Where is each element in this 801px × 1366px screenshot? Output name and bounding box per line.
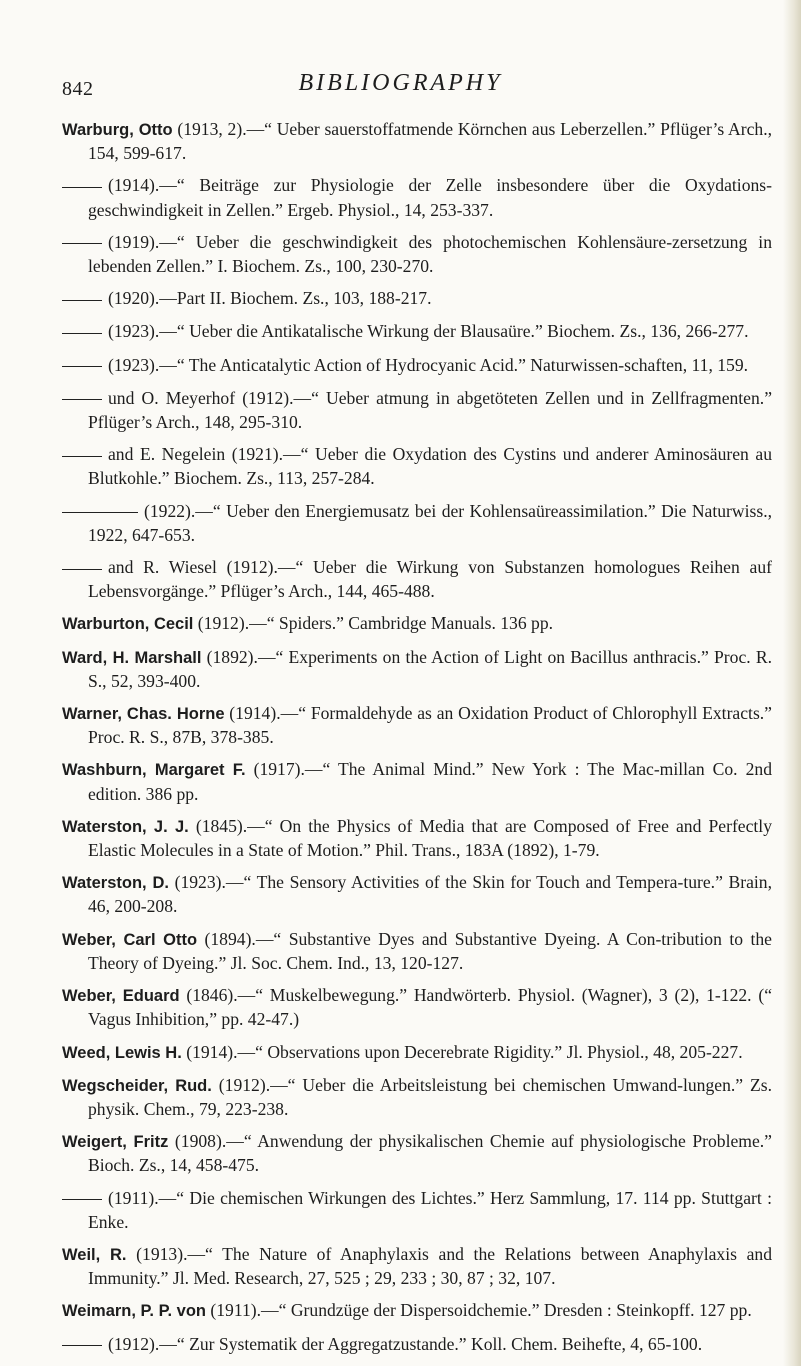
entry-text: (1845).—“ On the Physics of Media that are Composed of Free and Perfectly Elastic Molecules in a State of Motion.” Phil. Trans., 183A (1892), 1-79. xyxy=(88,815,772,861)
running-head: BIBLIOGRAPHY xyxy=(298,70,503,96)
entry-author: Warburg, Otto xyxy=(62,121,173,139)
entry-author: Weber, Carl Otto xyxy=(62,930,198,949)
bibliography-entry xyxy=(62,1130,772,1177)
entry-text: (1846).—“ Muskelbewegung.” Handwörterb. Physiol. (Wagner), 3 (2), 1-122. (“ Vagus Inhibition,” pp. 42-47.) xyxy=(88,985,772,1030)
bibliography-entry xyxy=(62,231,772,278)
entry-text: und O. Meyerhof (1912).—“ Ueber atmung in abgetöteten Zellen und in Zellfragmenten.” Pflüger’s Arch., 148, 295-310. xyxy=(88,387,772,433)
bibliography-entry xyxy=(62,387,772,434)
bibliography-entry xyxy=(62,1187,772,1234)
entry-text: (1914).—“ Observations upon Decerebrate Rigidity.” Jl. Physiol., 48, 205-227. xyxy=(181,1041,743,1062)
entry-text: (1911).—“ Grundzüge der Dispersoidchemie.” Dresden : Steinkopff. 127 pp. xyxy=(205,1300,752,1321)
bibliography-entry xyxy=(62,556,772,603)
entry-text: (1923).—“ Ueber die Antikatalische Wirkung der Blausaüre.” Biochem. Zs., 136, 266-277. xyxy=(108,321,749,342)
entry-text: and E. Negelein (1921).—“ Ueber die Oxydation des Cystins und anderer Aminosäuren au Blutkohle.” Biochem. Zs., 113, 257-284. xyxy=(88,444,772,489)
page-number: 842 xyxy=(62,78,94,100)
entry-author: Weed, Lewis H. xyxy=(62,1043,182,1062)
entry-text: (1913, 2).—“ Ueber sauerstoffatmende Körnchen aus Leberzellen.” Pflüger’s Arch., 154, 599-617. xyxy=(88,119,772,164)
ditto-dash xyxy=(62,399,102,400)
bibliography-entry xyxy=(62,758,772,805)
entry-author: Weber, Eduard xyxy=(62,987,180,1006)
bibliography-entry xyxy=(62,815,772,862)
entry-text: and R. Wiesel (1912).—“ Ueber die Wirkung von Substanzen homologues Reihen auf Lebensvorgänge.” Pflüger’s Arch., 144, 465-488. xyxy=(88,557,772,602)
bibliography-entry xyxy=(62,1074,772,1121)
bibliography-entry xyxy=(62,928,772,975)
entry-text: (1923).—“ The Sensory Activities of the Skin for Touch and Tempera-ture.” Brain, 46, 200-208. xyxy=(88,872,772,917)
bibliography-entry xyxy=(62,1243,772,1290)
entry-author: Waterston, D. xyxy=(62,874,169,893)
entry-text: (1912).—“ Spiders.” Cambridge Manuals. 136 pp. xyxy=(193,613,554,634)
entry-text: (1922).—“ Ueber den Energiemusatz bei der Kohlensaüreassimilation.” Die Naturwiss., 1922, 647-653. xyxy=(88,500,772,545)
ditto-dash xyxy=(62,187,102,188)
bibliography-entry xyxy=(62,118,772,165)
entry-author: Weimarn, P. P. von xyxy=(62,1302,206,1321)
entry-text: (1892).—“ Experiments on the Action of Light on Bacillus anthracis.” Proc. R. S., 52, 393-400. xyxy=(88,646,772,691)
bibliography-entry xyxy=(62,984,772,1031)
bibliography-entry xyxy=(62,871,772,918)
bibliography-entry xyxy=(62,287,772,311)
ditto-dash xyxy=(62,243,102,244)
entry-author: Washburn, Margaret F. xyxy=(62,761,246,780)
entry-text: (1920).—Part II. Biochem. Zs., 103, 188-217. xyxy=(108,288,432,309)
ditto-dash xyxy=(62,1345,102,1346)
bibliography-entry xyxy=(62,443,772,490)
page-edge-shadow xyxy=(783,0,801,1366)
ditto-dash xyxy=(62,569,102,570)
ditto-dash xyxy=(62,1199,102,1200)
entry-text: (1912).—“ Ueber die Arbeitsleistung bei chemischen Umwand-lungen.” Zs. physik. Chem., 79, 223-238. xyxy=(88,1074,772,1119)
entry-author: Weil, R. xyxy=(62,1245,127,1264)
ditto-dash xyxy=(62,512,138,513)
bibliography-entry xyxy=(62,1041,772,1065)
bibliography-entry xyxy=(62,646,772,693)
entry-text: (1913).—“ The Nature of Anaphylaxis and the Relations between Anaphylaxis and Immunity.” Jl. Med. Research, 27, 525 ; 29, 233 ; 30, 87 ; 32, 107. xyxy=(88,1243,772,1289)
bibliography-entry xyxy=(62,1333,772,1357)
bibliography-entry xyxy=(62,612,772,636)
ditto-dash xyxy=(62,300,102,301)
bibliography-entry xyxy=(62,702,772,749)
entry-text: (1908).—“ Anwendung der physikalischen Chemie auf physiologische Probleme.” Bioch. Zs., 14, 458-475. xyxy=(88,1131,772,1176)
ditto-dash xyxy=(62,456,102,457)
bibliography-entry xyxy=(62,1299,772,1323)
entry-author: Waterston, J. J. xyxy=(62,817,189,836)
entry-author: Warner, Chas. Horne xyxy=(62,705,225,724)
entry-author: Wegscheider, Rud. xyxy=(62,1076,212,1095)
entry-text: (1912).—“ Zur Systematik der Aggregatzustande.” Koll. Chem. Beihefte, 4, 65-100. xyxy=(108,1333,703,1354)
entry-text: (1894).—“ Substantive Dyes and Substantive Dyeing. A Con-tribution to the Theory of Dyeing.” Jl. Soc. Chem. Ind., 13, 120-127. xyxy=(88,928,772,973)
entry-text: (1914).—“ Beiträge zur Physiologie der Zelle insbesondere über die Oxydations-geschwindigkeit in Zellen.” Ergeb. Physiol., 14, 253-337. xyxy=(88,175,772,220)
bibliography-entry xyxy=(62,320,772,344)
entry-text: (1919).—“ Ueber die geschwindigkeit des photochemischen Kohlensäure-zersetzung in lebenden Zellen.” I. Biochem. Zs., 100, 230-270. xyxy=(88,231,772,277)
entry-author: Warburton, Cecil xyxy=(62,615,194,634)
bibliography-entry xyxy=(62,354,772,378)
entry-author: Ward, H. Marshall xyxy=(62,648,202,667)
entry-text: (1923).—“ The Anticatalytic Action of Hydrocyanic Acid.” Naturwissen-schaften, 11, 159. xyxy=(108,354,749,375)
entry-text: (1917).—“ The Animal Mind.” New York : The Mac-millan Co. 2nd edition. 386 pp. xyxy=(88,759,772,804)
entry-text: (1914).—“ Formaldehyde as an Oxidation Product of Chlorophyll Extracts.” Proc. R. S., 87B, 378-385. xyxy=(88,703,772,748)
entry-author: Weigert, Fritz xyxy=(62,1133,169,1152)
ditto-dash xyxy=(62,333,102,334)
bibliography-entry xyxy=(62,500,772,547)
bibliography-list xyxy=(62,118,772,1366)
ditto-dash xyxy=(62,366,102,367)
bibliography-entry xyxy=(62,174,772,221)
entry-text: (1911).—“ Die chemischen Wirkungen des Lichtes.” Herz Sammlung, 17. 114 pp. Stuttgart : Enke. xyxy=(88,1187,772,1232)
